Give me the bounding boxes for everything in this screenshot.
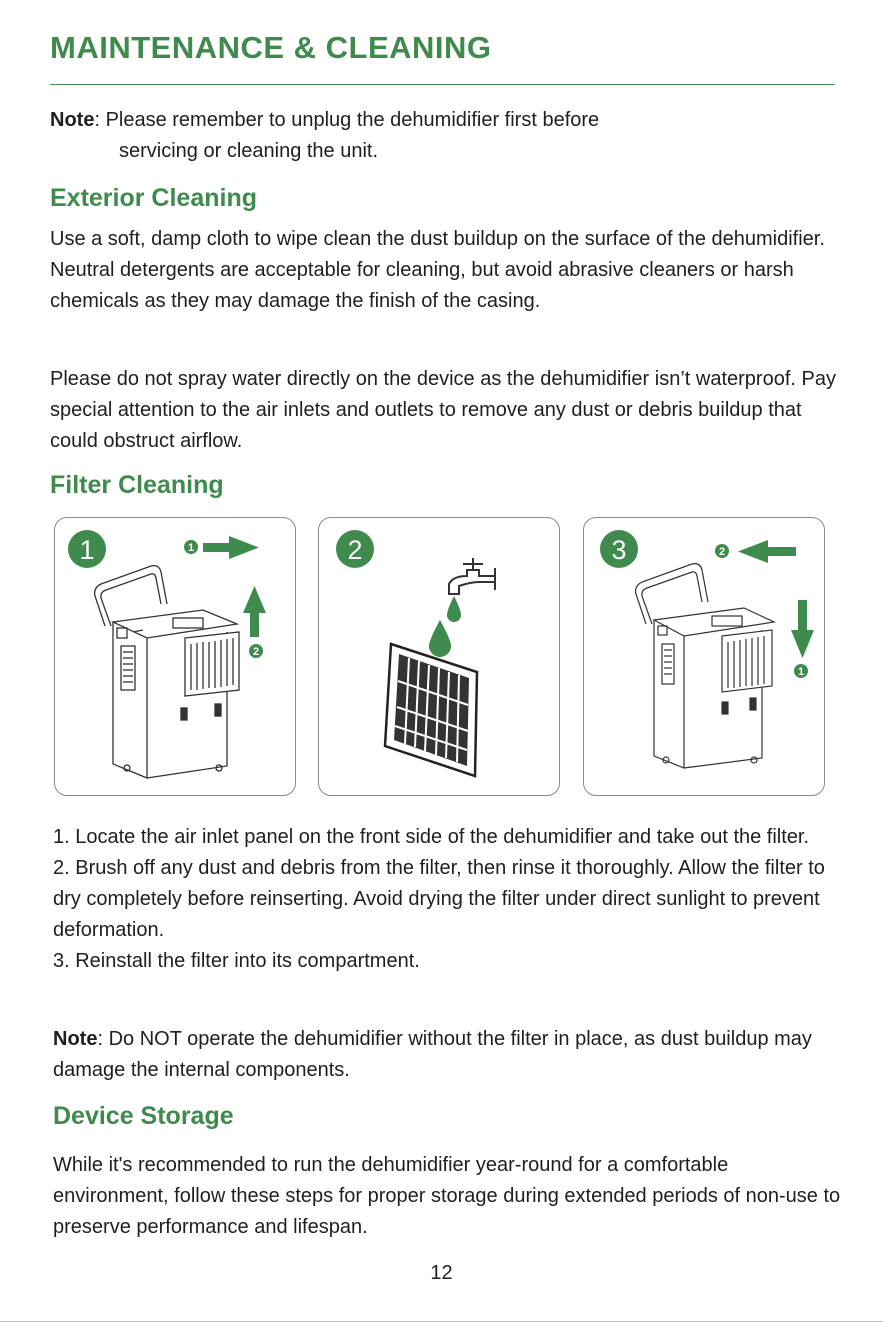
water-drop-icon [429, 620, 451, 657]
dehumidifier-icon [636, 564, 774, 768]
device-storage-heading: Device Storage [53, 1102, 234, 1130]
arrow-left-icon [715, 540, 796, 563]
step-1-panel [54, 517, 296, 796]
faucet-icon [449, 558, 495, 594]
air-filter-icon [385, 644, 477, 776]
page-number: 12 [430, 1262, 453, 1284]
note-label: Note [53, 1028, 98, 1050]
step-2-panel [318, 517, 560, 796]
faucet-rinsing-filter-illustration [319, 518, 559, 795]
step-number: 2 [347, 535, 363, 565]
step-number-badge [336, 530, 374, 568]
filter-warning-note [53, 1024, 843, 1086]
dehumidifier-icon [95, 566, 239, 778]
arrow-order-number: 2 [718, 546, 726, 558]
arrow-up-icon [243, 586, 266, 658]
storage-paragraph: While it's recommended to run the dehumidifier year-round for a comfortable environment, follow these steps for proper storage during extended periods of non-use to preserve performance and lifespan. [53, 1154, 841, 1238]
step-number: 3 [611, 535, 627, 565]
bottom-divider [0, 1321, 883, 1322]
title-divider [50, 84, 835, 85]
filter-step-1: 1. Locate the air inlet panel on the front side of the dehumidifier and take out the filter. [53, 826, 810, 848]
arrow-order-number: 1 [187, 542, 195, 554]
step-number: 1 [79, 535, 95, 565]
note-text: : Do NOT operate the dehumidifier without the filter in place, as dust buildup may damage the internal components. [53, 1028, 812, 1081]
arrow-down-icon [791, 600, 814, 678]
step-number-badge [600, 530, 638, 568]
filter-step-2: 2. Brush off any dust and debris from the filter, then rinse it thoroughly. Allow the filter to dry completely before reinserting. Avoid drying the filter under direct sunlight to prevent deformation. [53, 857, 825, 941]
note-line-1: : Please remember to unplug the dehumidifier first before [94, 109, 600, 131]
dehumidifier-filter-reinstall-illustration [584, 518, 824, 795]
step-number-badge [68, 530, 106, 568]
filter-step-3: 3. Reinstall the filter into its compartment. [53, 950, 420, 972]
filter-cleaning-heading: Filter Cleaning [50, 471, 224, 499]
exterior-paragraph-1: Use a soft, damp cloth to wipe clean the dust buildup on the surface of the dehumidifier. Neutral detergents are acceptable for cleaning, but avoid abrasive cleaners or harsh chemicals as they may damage the finish of the casing. [50, 228, 825, 312]
arrow-right-icon [184, 536, 259, 559]
exterior-cleaning-heading: Exterior Cleaning [50, 184, 257, 212]
dehumidifier-filter-removal-illustration [55, 518, 295, 795]
arrow-order-number: 2 [252, 646, 260, 658]
filter-steps-list [53, 822, 843, 977]
note-line-2: servicing or cleaning the unit. [119, 140, 379, 162]
page-title: MAINTENANCE & CLEANING [50, 30, 492, 65]
step-3-panel [583, 517, 825, 796]
arrow-order-number: 1 [797, 666, 805, 678]
note-label: Note [50, 109, 95, 131]
unplug-note [50, 105, 840, 167]
water-drop-icon [447, 596, 461, 622]
exterior-paragraph-2: Please do not spray water directly on the device as the dehumidifier isn’t waterproof. Pay special attention to the air inlets and outlets to remove any dust or debris buildup that could obstruct airflow. [50, 368, 836, 452]
